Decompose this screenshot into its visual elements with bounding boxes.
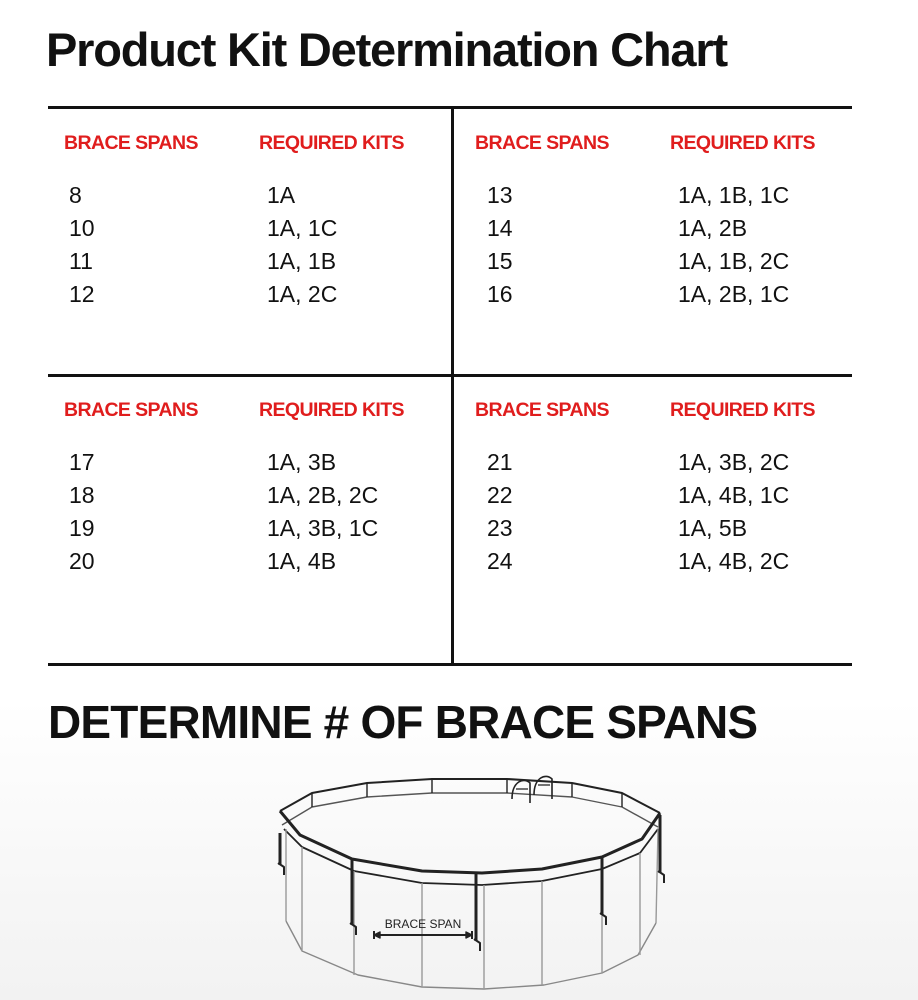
required-kits-header: REQUIRED KITS [670,399,815,421]
brace-spans-cell: 19 [69,515,95,541]
brace-spans-header: BRACE SPANS [475,132,609,154]
table-row [475,515,870,548]
table-row [64,182,459,215]
required-kits-cell: 1A [267,182,296,208]
brace-spans-cell: 11 [69,248,93,274]
brace-spans-cell: 13 [487,182,513,208]
quadrant-top-left [64,132,459,382]
table-row [475,248,870,281]
required-kits-cell: 1A, 4B, 2C [678,548,790,574]
brace-spans-cell: 12 [69,281,95,307]
table-row [475,449,870,482]
quadrant-bottom-right [475,399,870,649]
brace-spans-cell: 23 [487,515,513,541]
page-title: Product Kit Determination Chart [46,23,727,76]
brace-span-label: BRACE SPAN [384,917,462,931]
required-kits-cell: 1A, 2C [267,281,338,307]
required-kits-header: REQUIRED KITS [259,132,404,154]
quadrant-top-right [475,132,870,382]
required-kits-cell: 1A, 5B [678,515,748,541]
brace-spans-header: BRACE SPANS [64,132,198,154]
required-kits-cell: 1A, 3B, 2C [678,449,790,475]
pool-diagram [272,773,672,995]
required-kits-header: REQUIRED KITS [259,399,404,421]
required-kits-cell: 1A, 3B [267,449,337,475]
required-kits-cell: 1A, 2B, 1C [678,281,790,307]
required-kits-cell: 1A, 4B, 1C [678,482,790,508]
brace-spans-cell: 16 [487,281,513,307]
table-row [64,215,459,248]
required-kits-cell: 1A, 1B, 2C [678,248,790,274]
table-row [475,281,870,314]
table-row [475,482,870,515]
required-kits-header: REQUIRED KITS [670,132,815,154]
quadrant-bottom-left [64,399,459,649]
required-kits-cell: 1A, 1C [267,215,338,241]
table-row [64,248,459,281]
table-row [64,482,459,515]
table-row [64,515,459,548]
brace-spans-cell: 22 [487,482,513,508]
brace-spans-cell: 15 [487,248,513,274]
bottom-divider [48,663,852,666]
table-row [64,449,459,482]
required-kits-cell: 1A, 3B, 1C [267,515,379,541]
brace-spans-header: BRACE SPANS [475,399,609,421]
table-row [475,215,870,248]
brace-spans-cell: 14 [487,215,513,241]
brace-spans-cell: 8 [69,182,82,208]
section-heading: DETERMINE # OF BRACE SPANS [48,696,758,748]
table-row [475,548,870,581]
table-row [64,281,459,314]
brace-spans-header: BRACE SPANS [64,399,198,421]
brace-spans-cell: 24 [487,548,513,574]
required-kits-cell: 1A, 2B [678,215,748,241]
required-kits-cell: 1A, 4B [267,548,337,574]
brace-spans-cell: 21 [487,449,513,475]
required-kits-cell: 1A, 1B [267,248,337,274]
table-row [475,182,870,215]
table-row [64,548,459,581]
top-divider [48,106,852,109]
required-kits-cell: 1A, 1B, 1C [678,182,790,208]
brace-spans-cell: 10 [69,215,95,241]
required-kits-cell: 1A, 2B, 2C [267,482,379,508]
brace-spans-cell: 18 [69,482,95,508]
brace-spans-cell: 20 [69,548,95,574]
brace-spans-cell: 17 [69,449,95,475]
